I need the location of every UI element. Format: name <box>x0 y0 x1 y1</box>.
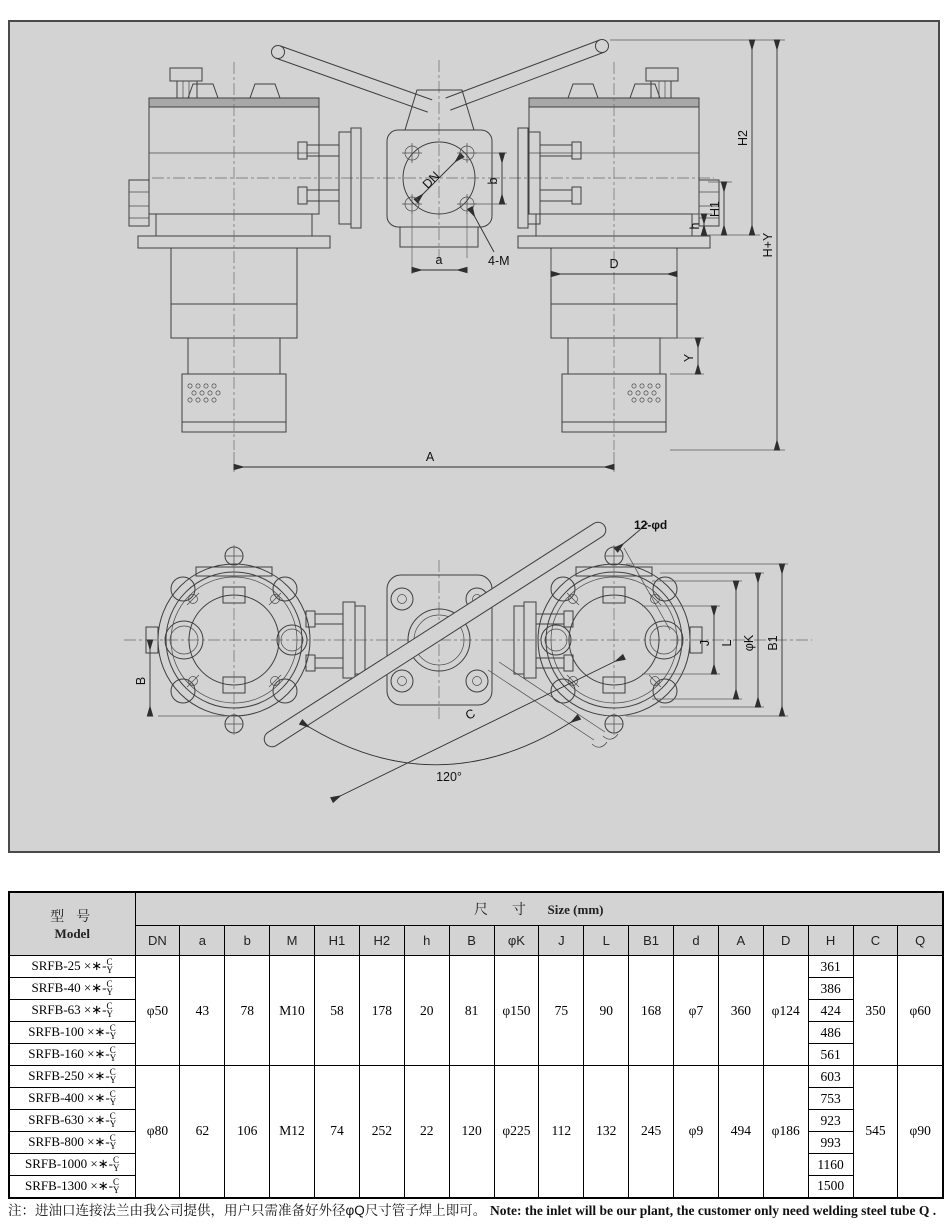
footnote-en: Note: the inlet will be our plant, the customer only need welding steel tube Q . <box>490 1203 937 1218</box>
cell-hcap: 386 <box>808 978 853 1000</box>
col-header-j: J <box>539 926 584 956</box>
cell-l: 132 <box>584 1066 629 1198</box>
col-header-h-cap: H <box>808 926 853 956</box>
col-header-b: b <box>225 926 270 956</box>
cell-phik: φ225 <box>494 1066 539 1198</box>
cell-bcap: 120 <box>449 1066 494 1198</box>
col-header-d: d <box>674 926 719 956</box>
cell-h2: 178 <box>359 956 404 1066</box>
cell-bcap: 81 <box>449 956 494 1066</box>
dim-label-j: J <box>698 639 712 647</box>
cell-acap: 494 <box>718 1066 763 1198</box>
cell-hcap: 753 <box>808 1088 853 1110</box>
dim-label-12d: 12-φd <box>634 518 668 532</box>
cell-hcap: 1160 <box>808 1154 853 1176</box>
cell-b1: 245 <box>629 1066 674 1198</box>
cell-dcap: φ124 <box>763 956 808 1066</box>
model-cell: SRFB-160 ×∗- C Y <box>9 1044 135 1066</box>
model-header-en: Model <box>54 926 90 941</box>
cell-h1: 74 <box>315 1066 360 1198</box>
table-row <box>9 956 943 978</box>
cell-dn: φ80 <box>135 1066 180 1198</box>
cell-dcap: φ186 <box>763 1066 808 1198</box>
cell-h: 22 <box>404 1066 449 1198</box>
cell-hcap: 1500 <box>808 1176 853 1198</box>
dimension-table <box>8 891 944 1199</box>
filter-left-front <box>129 62 330 450</box>
dim-label-dn: DN <box>419 168 443 192</box>
dim-label-angle: 120° <box>436 770 462 784</box>
col-header-b1: B1 <box>629 926 674 956</box>
dim-label-4m: 4-M <box>488 254 510 268</box>
cell-q: φ60 <box>898 956 943 1066</box>
col-header-d-cap: D <box>763 926 808 956</box>
dim-label-b1: B1 <box>766 635 780 651</box>
dim-label-b-small: b <box>486 177 500 185</box>
cell-b1: 168 <box>629 956 674 1066</box>
cell-j: 75 <box>539 956 584 1066</box>
cell-q: φ90 <box>898 1066 943 1198</box>
col-header-h1: H1 <box>315 926 360 956</box>
cell-h1: 58 <box>315 956 360 1066</box>
cell-hcap: 486 <box>808 1022 853 1044</box>
cell-acap: 360 <box>718 956 763 1066</box>
model-cell: SRFB-25 ×∗- C Y <box>9 956 135 978</box>
dim-label-l: L <box>720 639 734 647</box>
model-header-zh: 型 号 <box>50 908 95 924</box>
cell-hcap: 923 <box>808 1110 853 1132</box>
cell-h2: 252 <box>359 1066 404 1198</box>
dim-label-c: C <box>463 706 478 723</box>
cell-c: 350 <box>853 956 898 1066</box>
size-header <box>135 892 943 926</box>
cell-phik: φ150 <box>494 956 539 1066</box>
cell-c: 545 <box>853 1066 898 1198</box>
cell-d: φ9 <box>674 1066 719 1198</box>
cell-hcap: 603 <box>808 1066 853 1088</box>
cell-l: 90 <box>584 956 629 1066</box>
footnote <box>8 1199 948 1219</box>
handle-top <box>272 530 598 739</box>
cell-h: 20 <box>404 956 449 1066</box>
front-view <box>129 40 785 473</box>
top-dimensions <box>134 518 788 800</box>
cell-j: 112 <box>539 1066 584 1198</box>
col-header-l: L <box>584 926 629 956</box>
cell-hcap: 424 <box>808 1000 853 1022</box>
col-header-c: C <box>853 926 898 956</box>
col-header-a-cap: A <box>718 926 763 956</box>
dim-label-b-big: B <box>134 676 148 686</box>
model-cell: SRFB-400 ×∗- C Y <box>9 1088 135 1110</box>
technical-drawing-panel <box>8 20 940 853</box>
footnote-zh: 注：进油口连接法兰由我公司提供，用户只需准备好外径φQ尺寸管子焊上即可。 <box>8 1203 487 1218</box>
filter-right-front <box>518 62 719 450</box>
model-cell: SRFB-40 ×∗- C Y <box>9 978 135 1000</box>
dim-label-h2: H2 <box>736 130 750 146</box>
dim-label-y: Y <box>682 353 696 363</box>
model-cell: SRFB-1000 ×∗- C Y <box>9 1154 135 1176</box>
valve-front <box>298 90 581 247</box>
cell-m: M10 <box>270 956 315 1066</box>
cell-dn: φ50 <box>135 956 180 1066</box>
col-header-q: Q <box>898 926 943 956</box>
col-header-b-cap: B <box>449 926 494 956</box>
technical-drawing <box>10 22 938 851</box>
col-header-m: M <box>270 926 315 956</box>
col-header-h2: H2 <box>359 926 404 956</box>
table-row <box>9 1066 943 1088</box>
model-cell: SRFB-1300 ×∗- C Y <box>9 1176 135 1198</box>
col-header-dn: DN <box>135 926 180 956</box>
cell-m: M12 <box>270 1066 315 1198</box>
handle-phantom <box>488 662 618 747</box>
cell-a: 62 <box>180 1066 225 1198</box>
model-cell: SRFB-100 ×∗- C Y <box>9 1022 135 1044</box>
dim-label-h1: H1 <box>708 201 722 217</box>
dim-label-a-small: a <box>435 253 443 267</box>
dim-label-d: D <box>609 257 619 271</box>
model-cell: SRFB-250 ×∗- C Y <box>9 1066 135 1088</box>
cell-hcap: 561 <box>808 1044 853 1066</box>
dim-label-a-big: A <box>425 450 435 464</box>
col-header-phik: φK <box>494 926 539 956</box>
col-header-a: a <box>180 926 225 956</box>
dim-label-h: h <box>688 222 702 230</box>
cell-hcap: 361 <box>808 956 853 978</box>
cell-a: 43 <box>180 956 225 1066</box>
size-header-en: Size (mm) <box>547 902 604 917</box>
top-view <box>124 518 812 800</box>
col-header-h: h <box>404 926 449 956</box>
dimension-table-wrap <box>8 891 944 1199</box>
dim-label-phik: φK <box>742 634 756 652</box>
cell-b: 78 <box>225 956 270 1066</box>
dim-label-h-plus-y: H+Y <box>761 232 775 258</box>
cell-b: 106 <box>225 1066 270 1198</box>
model-cell: SRFB-63 ×∗- C Y <box>9 1000 135 1022</box>
model-cell: SRFB-800 ×∗- C Y <box>9 1132 135 1154</box>
cell-hcap: 993 <box>808 1132 853 1154</box>
cell-d: φ7 <box>674 956 719 1066</box>
model-column-header <box>9 892 135 956</box>
model-cell: SRFB-630 ×∗- C Y <box>9 1110 135 1132</box>
size-header-zh: 尺 寸 <box>474 901 536 917</box>
